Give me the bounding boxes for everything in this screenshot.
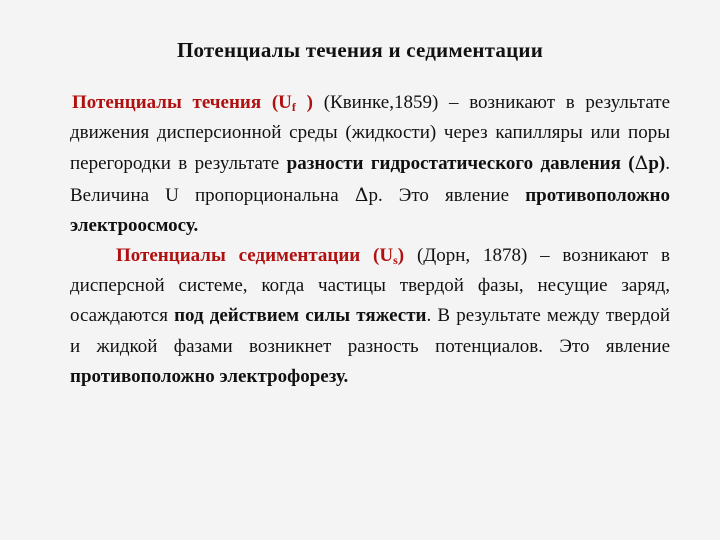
bold-phrase	[287, 153, 666, 174]
slide-title: Потенциалы течения и седиментации	[176, 38, 544, 62]
term-close: )	[397, 245, 405, 267]
text-segment: (Квинке,1859) – возникают в результате движения дисперсионной среды (жидкости) через капилляры или поры перегородки в результате	[70, 92, 670, 175]
term-streaming-potential	[72, 92, 313, 113]
bold-phrase: противоположно электроосмосу.	[70, 184, 670, 236]
bold-phrase: под действием силы тяжести	[174, 305, 427, 327]
bold-text: разности гидростатического давления (	[286, 153, 635, 175]
bold-text: р)	[648, 153, 666, 175]
term-sedimentation-potential	[116, 245, 404, 266]
bold-phrase: противоположно электрофорезу.	[70, 365, 349, 387]
term-label: Потенциалы седиментации (U	[116, 245, 394, 267]
term-close: )	[295, 92, 313, 113]
paragraph-streaming-potential	[70, 88, 670, 241]
term-subscript: s	[393, 253, 398, 268]
paragraph-sedimentation-potential	[70, 241, 670, 392]
text-segment: . В результате между твердой и жидкой фазами возникнет разность потенциалов. Это явление	[70, 305, 670, 357]
delta-symbol: Δ	[634, 152, 649, 175]
slide-body	[70, 88, 670, 392]
text-segment: р. Это явление	[368, 184, 526, 206]
delta-symbol: Δ	[354, 183, 369, 206]
term-subscript: f	[291, 100, 296, 114]
text-segment: (Дорн, 1878) – возникают в дисперсной системе, когда частицы твердой фазы, несущие заряд, осаждаются	[70, 245, 671, 327]
text-segment: . Величина U пропорциональна	[70, 153, 670, 206]
term-label: Потенциалы течения (U	[72, 92, 292, 113]
